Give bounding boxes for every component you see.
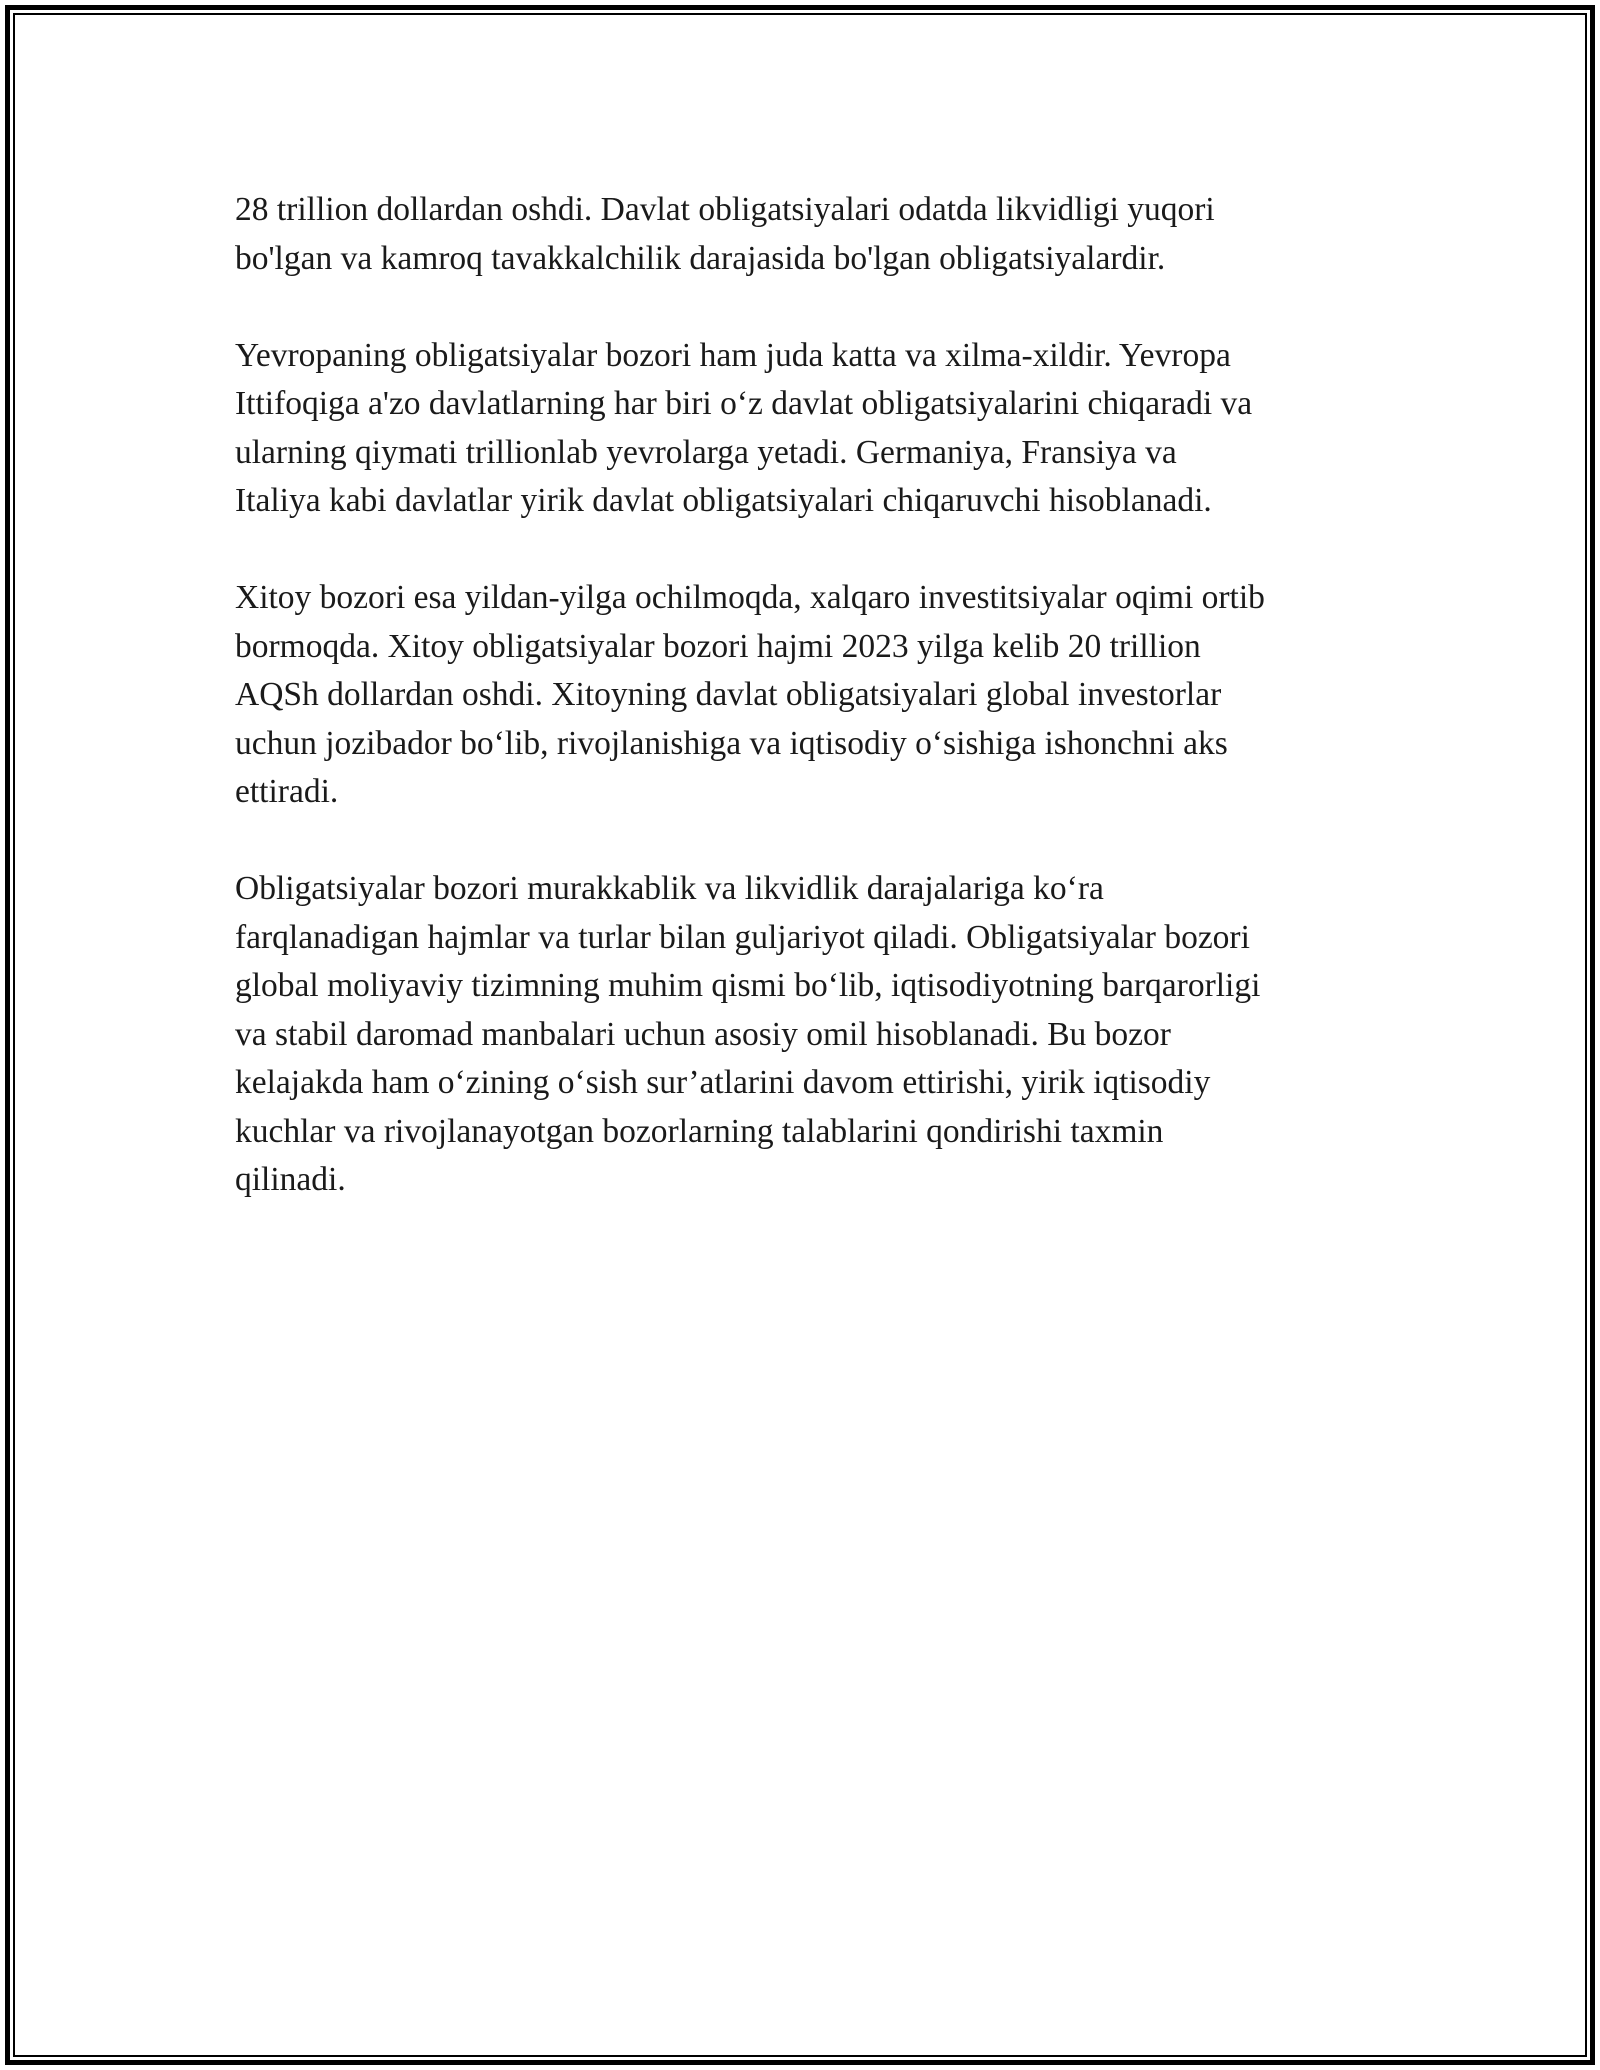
text-line: bormoqda. Xitoy obligatsiyalar bozori hajmi 2023 yilga kelib 20 trillion bbox=[235, 627, 1201, 665]
text-line: global moliyaviy tizimning muhim qismi bo‘lib, iqtisodiyotning barqarorligi bbox=[235, 967, 1261, 1004]
paragraph-3 bbox=[235, 574, 1375, 817]
text-line: Xitoy bozori esa yildan-yilga ochilmoqda, xalqaro investitsiyalar oqimi ortib bbox=[235, 579, 1265, 616]
paragraph-2 bbox=[235, 332, 1375, 526]
text-line: kelajakda ham o‘zining o‘sish sur’atlarini davom ettirishi, yirik iqtisodiy bbox=[235, 1064, 1211, 1101]
paragraph-1 bbox=[235, 186, 1375, 283]
text-line: Yevropaning obligatsiyalar bozori ham juda katta va xilma-xildir. Yevropa bbox=[235, 336, 1231, 374]
text-line: AQSh dollardan oshdi. Xitoyning davlat obligatsiyalari global investorlar bbox=[235, 676, 1222, 713]
text-line: va stabil daromad manbalari uchun asosiy omil hisoblanadi. Bu bozor bbox=[235, 1015, 1171, 1053]
document-body bbox=[235, 186, 1375, 1253]
text-line: ularning qiymati trillionlab yevrolarga yetadi. Germaniya, Fransiya va bbox=[235, 433, 1177, 471]
text-line: kuchlar va rivojlanayotgan bozorlarning talablarini qondirishi taxmin bbox=[235, 1112, 1164, 1150]
text-line: qilinadi. bbox=[235, 1161, 346, 1198]
text-line: ettiradi. bbox=[235, 773, 339, 810]
text-line: bo'lgan va kamroq tavakkalchilik darajasida bo'lgan obligatsiyalardir. bbox=[235, 239, 1166, 277]
paragraph-4 bbox=[235, 865, 1375, 1205]
text-line: Obligatsiyalar bozori murakkablik va likvidlik darajalariga ko‘ra bbox=[235, 870, 1104, 907]
text-line: Ittifoqiga a'zo davlatlarning har biri o‘z davlat obligatsiyalarini chiqaradi va bbox=[235, 385, 1253, 422]
text-line: Italiya kabi davlatlar yirik davlat obligatsiyalari chiqaruvchi hisoblanadi. bbox=[235, 482, 1212, 519]
text-line: 28 trillion dollardan oshdi. Davlat obligatsiyalari odatda likvidligi yuqori bbox=[235, 191, 1215, 228]
text-line: farqlanadigan hajmlar va turlar bilan guljariyot qiladi. Obligatsiyalar bozori bbox=[235, 918, 1250, 956]
text-line: uchun jozibador bo‘lib, rivojlanishiga va iqtisodiy o‘sishiga ishonchni aks bbox=[235, 724, 1228, 762]
